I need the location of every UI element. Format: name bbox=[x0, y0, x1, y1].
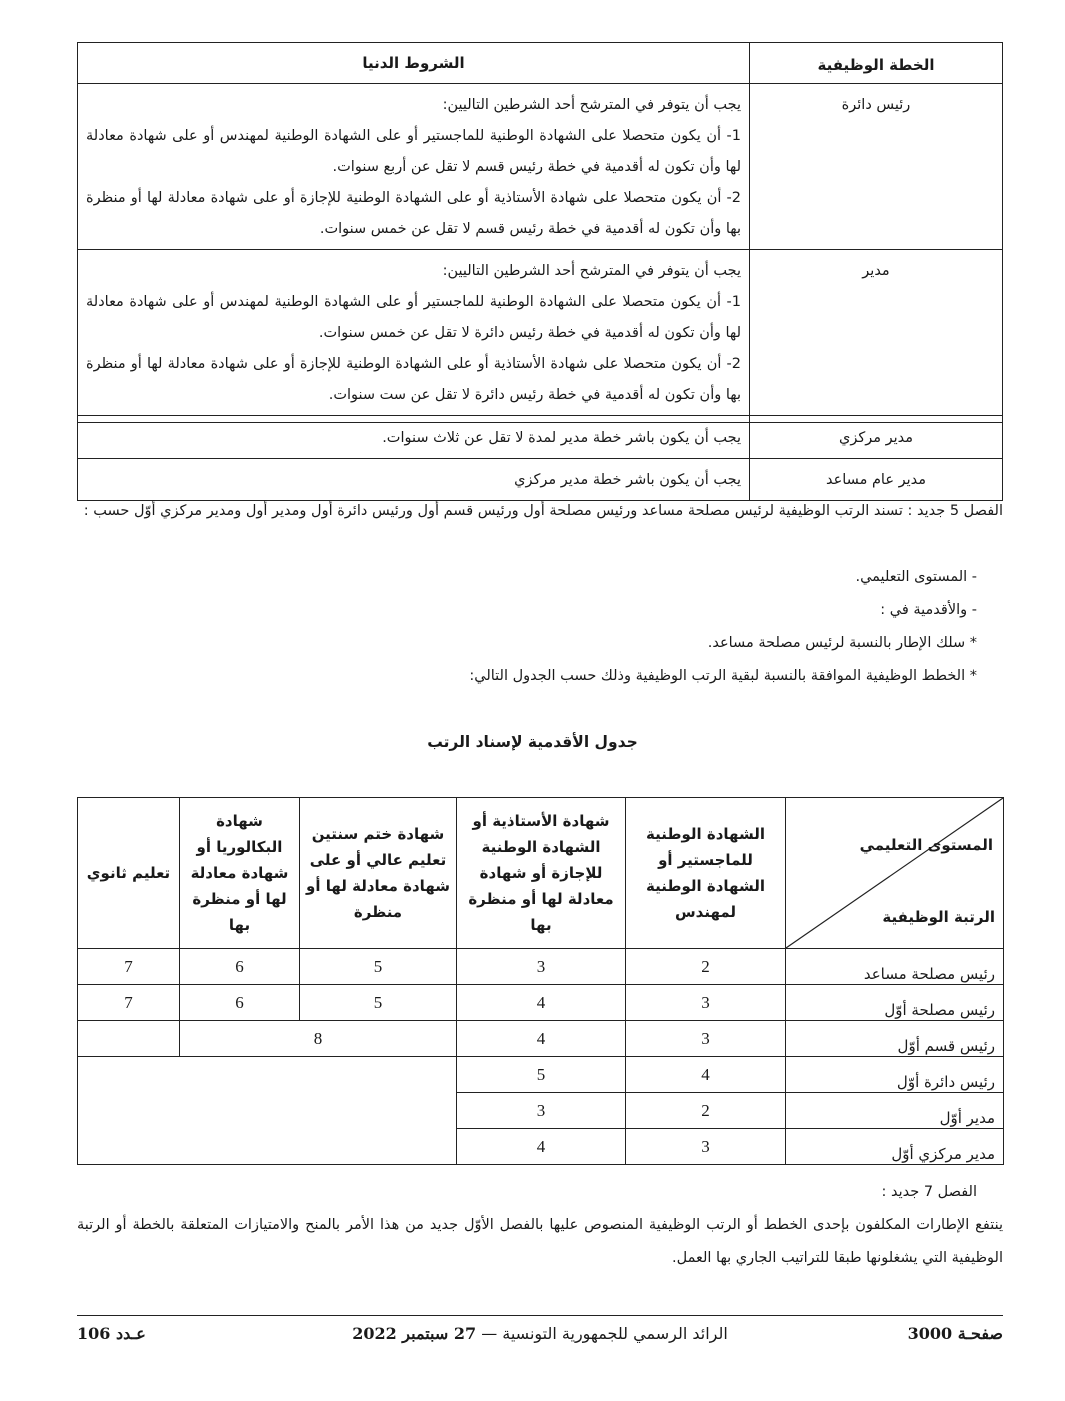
value-cell: 3 bbox=[626, 1021, 786, 1057]
value-cell: 2 bbox=[626, 1093, 786, 1129]
rank-cell: رئيس مصلحة مساعد bbox=[786, 949, 1004, 985]
rank-cell: مدير مركزي أوّل bbox=[786, 1129, 1004, 1165]
column-header: الشهادة الوطنية للماجستير أو الشهادة الوطنية لمهندس bbox=[626, 798, 786, 949]
table-row bbox=[78, 985, 1004, 1021]
value-cell: 3 bbox=[626, 1129, 786, 1165]
column-header: شهادة البكالوريا أو شهادة معادلة لها أو منظرة بها bbox=[180, 798, 300, 949]
article5-intro: الفصل 5 جديد : تسند الرتب الوظيفية لرئيس مصلحة مساعد ورئيس مصلحة أول ورئيس قسم أول ورئيس دائرة أول ومدير أول ومدير مركزي أوّل حسب : bbox=[83, 503, 1003, 519]
condition-line: يجب أن يكون باشر خطة مدير مركزي bbox=[514, 472, 741, 488]
header-conditions: الشروط الدنيا bbox=[78, 43, 750, 84]
column-header: شهادة ختم سنتين تعليم عالي أو على شهادة معادلة لها أو منظرة bbox=[300, 798, 457, 949]
value-cell: 2 bbox=[626, 949, 786, 985]
table-row bbox=[78, 949, 1004, 985]
column-header: شهادة الأستاذية أو الشهادة الوطنية للإجازة أو شهادة معادلة لها أو منظرة بها bbox=[457, 798, 626, 949]
value-cell: 6 bbox=[180, 985, 300, 1021]
plan-cell: رئيس دائرة bbox=[750, 84, 1003, 250]
publication-date: 27 سبتمبر 2022 bbox=[352, 1324, 477, 1343]
condition-line: 2- أن يكون متحصلا على شهادة الأستاذية أو على الشهادة الوطنية للإجازة أو على شهادة معادلة لها أو منظرة بها وأن تكون له أقدمية في خطة رئيس دائرة لا تقل عن ست سنوات. bbox=[86, 356, 741, 403]
footer-divider bbox=[77, 1315, 1003, 1316]
conditions-cell bbox=[78, 84, 750, 250]
plan-cell: مدير عام مساعد bbox=[750, 459, 1003, 501]
article7-body: ينتفع الإطارات المكلفون بإحدى الخطط أو الرتب الوظيفية المنصوص عليها بالفصل الأوّل جديد من هذا الأمر بالمنح والامتيازات المتعلقة بالخطة أو الرتبة الوظيفية التي يشغلونها طبقا للتراتيب الجاري بها العمل. bbox=[77, 1217, 1003, 1266]
value-cell: 8 bbox=[180, 1021, 457, 1057]
value-cell: 4 bbox=[626, 1057, 786, 1093]
article5-subitem: * الخطط الوظيفية الموافقة بالنسبة لبقية الرتب الوظيفية وذلك حسب الجدول التالي: bbox=[469, 668, 977, 684]
value-cell: 5 bbox=[300, 949, 457, 985]
article5-item: - المستوى التعليمي. bbox=[855, 569, 977, 585]
condition-line: 1- أن يكون متحصلا على الشهادة الوطنية للماجستير أو على الشهادة الوطنية لمهندس أو على شهادة معادلة لها وأن تكون له أقدمية في خطة رئيس قسم لا تقل عن أربع سنوات. bbox=[86, 128, 741, 175]
header-plan: الخطة الوظيفية bbox=[750, 43, 1003, 84]
functional-plans-table bbox=[77, 42, 1003, 501]
condition-line: يجب أن يكون باشر خطة مدير لمدة لا تقل عن ثلاث سنوات. bbox=[382, 430, 741, 446]
condition-line: يجب أن يتوفر في المترشح أحد الشرطين التاليين: bbox=[442, 97, 741, 113]
table-header-row bbox=[78, 43, 1003, 84]
table-header-row bbox=[78, 798, 1004, 949]
value-cell: 3 bbox=[626, 985, 786, 1021]
article7-heading: الفصل 7 جديد : bbox=[881, 1184, 977, 1200]
value-cell: 3 bbox=[457, 1093, 626, 1129]
empty-cell bbox=[78, 1057, 457, 1165]
value-cell: 5 bbox=[300, 985, 457, 1021]
article5-item: - والأقدمية في : bbox=[880, 602, 977, 618]
empty-cell bbox=[78, 1021, 180, 1057]
article5-subitem: * سلك الإطار بالنسبة لرئيس مصلحة مساعد. bbox=[707, 635, 977, 651]
value-cell: 4 bbox=[457, 1129, 626, 1165]
page-number: صفحـة 3000 bbox=[907, 1324, 1003, 1343]
condition-line: يجب أن يتوفر في المترشح أحد الشرطين التاليين: bbox=[442, 263, 741, 279]
value-cell: 4 bbox=[457, 985, 626, 1021]
value-cell: 3 bbox=[457, 949, 626, 985]
corner-bottom-label: الرتبة الوظيفية bbox=[882, 908, 995, 926]
corner-top-label: المستوى التعليمي bbox=[859, 836, 993, 854]
value-cell: 4 bbox=[457, 1021, 626, 1057]
value-cell: 7 bbox=[78, 985, 180, 1021]
conditions-cell bbox=[78, 423, 750, 459]
plan-cell: مدير مركزي bbox=[750, 423, 1003, 459]
page-footer bbox=[77, 1324, 1003, 1350]
column-header: تعليم ثانوي bbox=[78, 798, 180, 949]
conditions-cell bbox=[78, 250, 750, 416]
journal-info bbox=[77, 1324, 1003, 1343]
rank-cell: مدير أوّل bbox=[786, 1093, 1004, 1129]
table-row bbox=[78, 1021, 1004, 1057]
seniority-table bbox=[77, 797, 1004, 1165]
table-row bbox=[78, 1057, 1004, 1093]
condition-line: 1- أن يكون متحصلا على الشهادة الوطنية للماجستير أو على الشهادة الوطنية لمهندس أو على شهادة معادلة لها وأن تكون له أقدمية في خطة رئيس دائرة لا تقل عن خمس سنوات. bbox=[86, 294, 741, 341]
rank-cell: رئيس مصلحة أوّل bbox=[786, 985, 1004, 1021]
seniority-table-title: جدول الأقدمية لإسناد الرتب bbox=[427, 733, 638, 751]
condition-line: 2- أن يكون متحصلا على شهادة الأستاذية أو على الشهادة الوطنية للإجازة أو على شهادة معادلة لها أو منظرة بها وأن تكون له أقدمية في خطة رئيس قسم لا تقل عن خمس سنوات. bbox=[86, 190, 741, 237]
table-row bbox=[78, 423, 1003, 459]
rank-cell: رئيس قسم أوّل bbox=[786, 1021, 1004, 1057]
value-cell: 5 bbox=[457, 1057, 626, 1093]
journal-name: الرائد الرسمي للجمهورية التونسية — bbox=[481, 1324, 728, 1343]
table-row bbox=[78, 84, 1003, 250]
table-row bbox=[78, 250, 1003, 416]
corner-header bbox=[786, 798, 1004, 949]
table-gap-row bbox=[78, 416, 1003, 423]
value-cell: 6 bbox=[180, 949, 300, 985]
plan-cell: مدير bbox=[750, 250, 1003, 416]
value-cell: 7 bbox=[78, 949, 180, 985]
issue-number: عـدد 106 bbox=[77, 1324, 146, 1343]
rank-cell: رئيس دائرة أوّل bbox=[786, 1057, 1004, 1093]
